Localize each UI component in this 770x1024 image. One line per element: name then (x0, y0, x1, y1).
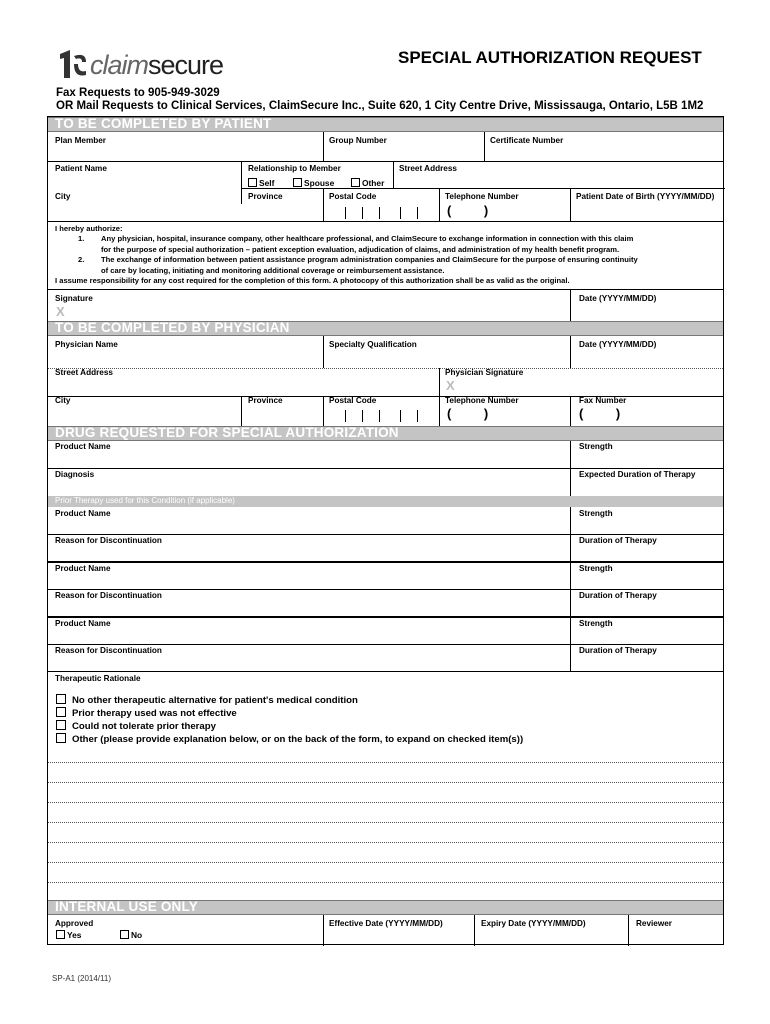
drug-section-header (48, 426, 723, 441)
rationale-not-effective-checkbox[interactable]: Prior therapy used was not effective (56, 707, 237, 719)
postal-code-field[interactable]: Postal Code (329, 192, 377, 201)
prior-2-duration-field[interactable]: Duration of Therapy (579, 591, 657, 600)
prior-3-product-name-field[interactable]: Product Name (55, 619, 111, 628)
prior-3-duration-field[interactable]: Duration of Therapy (579, 646, 657, 655)
fax-instructions: Fax Requests to 905-949-3029 (56, 87, 220, 99)
prior-1-reason-field[interactable]: Reason for Discontinuation (55, 536, 162, 545)
expiry-date-field[interactable]: Expiry Date (YYYY/MM/DD) (481, 919, 586, 928)
prior-therapy-header (48, 496, 723, 507)
internal-section-header (48, 900, 723, 915)
prior-2-product-name-field[interactable]: Product Name (55, 564, 111, 573)
specialty-qualification-field[interactable]: Specialty Qualification (329, 340, 417, 349)
group-number-field[interactable]: Group Number (329, 136, 387, 145)
prior-1-duration-field[interactable]: Duration of Therapy (579, 536, 657, 545)
physician-name-field[interactable]: Physician Name (55, 340, 118, 349)
authorization-form (47, 116, 724, 945)
patient-section-title: TO BE COMPLETED BY PATIENT (55, 116, 272, 131)
authorization-item-2-number: 2. (78, 255, 85, 264)
prior-3-reason-field[interactable]: Reason for Discontinuation (55, 646, 162, 655)
physician-date-field[interactable]: Date (YYYY/MM/DD) (579, 340, 657, 349)
city-field[interactable]: City (55, 192, 71, 201)
authorization-item-1-line-2: for the purpose of special authorization – patient exception evaluation, adjudication of claims, and administration of my health benefit program. (101, 244, 620, 254)
fax-area-code-parentheses: ( ) (579, 406, 621, 421)
physician-city-field[interactable]: City (55, 396, 71, 405)
diagnosis-field[interactable]: Diagnosis (55, 470, 95, 479)
reviewer-field[interactable]: Reviewer (636, 919, 672, 928)
authorization-item-2-line-2: of care by locating, initiating and monitoring additional coverage or reimbursement assistance. (101, 265, 445, 275)
signature-mark: X (56, 304, 65, 319)
patient-signature-field[interactable]: Signature (55, 294, 93, 303)
physician-signature-mark: X (446, 378, 455, 393)
checkbox-icon (56, 733, 66, 743)
relationship-self-checkbox[interactable]: Self (248, 178, 274, 188)
prior-therapy-title: Prior Therapy used for this Condition (if applicable) (55, 496, 235, 505)
province-field[interactable]: Province (248, 192, 283, 201)
checkbox-icon (56, 720, 66, 730)
checkbox-icon (351, 178, 360, 187)
drug-section-title: DRUG REQUESTED FOR SPECIAL AUTHORIZATION (55, 425, 399, 440)
area-code-parentheses: ( ) (447, 203, 489, 218)
form-code: SP-A1 (2014/11) (52, 974, 111, 983)
approved-no-checkbox[interactable]: No (120, 930, 142, 940)
patient-section-header (48, 117, 723, 132)
prior-1-strength-field[interactable]: Strength (579, 509, 613, 518)
physician-fax-field[interactable]: Fax Number (579, 396, 627, 405)
effective-date-field[interactable]: Effective Date (YYYY/MM/DD) (329, 919, 443, 928)
authorization-closing: I assume responsibility for any cost required for the completion of this form. A photocopy of this authorization shall be as valid as the original. (55, 276, 570, 285)
drug-strength-field[interactable]: Strength (579, 442, 613, 451)
prior-2-reason-field[interactable]: Reason for Discontinuation (55, 591, 162, 600)
physician-section-header (48, 321, 723, 336)
internal-section-title: INTERNAL USE ONLY (55, 899, 198, 914)
expected-duration-field[interactable]: Expected Duration of Therapy (579, 470, 696, 479)
rationale-not-tolerated-checkbox[interactable]: Could not tolerate prior therapy (56, 720, 216, 732)
relationship-label: Relationship to Member (248, 164, 341, 173)
phone-area-code-parentheses: ( ) (447, 406, 489, 421)
checkbox-icon (248, 178, 257, 187)
physician-province-field[interactable]: Province (248, 396, 283, 405)
drug-product-name-field[interactable]: Product Name (55, 442, 111, 451)
claimsecure-logo (58, 46, 228, 84)
authorization-item-1-line-1: Any physician, hospital, insurance company, other healthcare professional, and ClaimSecure to exchange information in connection with this claim (101, 234, 634, 243)
logo-text-secure: secure (148, 50, 224, 80)
authorization-item-1-number: 1. (78, 234, 85, 243)
mail-instructions: OR Mail Requests to Clinical Services, ClaimSecure Inc., Suite 620, 1 City Centre Drive, Mississauga, Ontario, L5B 1M2 (56, 100, 704, 112)
logo-text-claim: claim (90, 50, 149, 80)
checkbox-icon (120, 930, 129, 939)
checkbox-icon (293, 178, 302, 187)
prior-3-strength-field[interactable]: Strength (579, 619, 613, 628)
approved-label: Approved (55, 919, 94, 928)
patient-date-field[interactable]: Date (YYYY/MM/DD) (579, 294, 657, 303)
physician-telephone-field[interactable]: Telephone Number (445, 396, 519, 405)
street-address-field[interactable]: Street Address (399, 164, 457, 173)
date-of-birth-field[interactable]: Patient Date of Birth (YYYY/MM/DD) (576, 192, 715, 201)
physician-postal-code-field[interactable]: Postal Code (329, 396, 377, 405)
checkbox-icon (56, 694, 66, 704)
approved-yes-checkbox[interactable]: Yes (56, 930, 81, 940)
certificate-number-field[interactable]: Certificate Number (490, 136, 564, 145)
claimsecure-logo-icon (58, 48, 88, 80)
form-title: SPECIAL AUTHORIZATION REQUEST (398, 48, 702, 67)
checkbox-icon (56, 707, 66, 717)
physician-signature-field[interactable]: Physician Signature (445, 368, 524, 377)
rationale-no-alternative-checkbox[interactable]: No other therapeutic alternative for patient's medical condition (56, 694, 358, 706)
physician-section-title: TO BE COMPLETED BY PHYSICIAN (55, 320, 290, 335)
physician-street-address-field[interactable]: Street Address (55, 368, 113, 377)
prior-2-strength-field[interactable]: Strength (579, 564, 613, 573)
relationship-spouse-checkbox[interactable]: Spouse (293, 178, 334, 188)
prior-1-product-name-field[interactable]: Product Name (55, 509, 111, 518)
authorization-intro: I hereby authorize: (55, 224, 123, 233)
therapeutic-rationale-label: Therapeutic Rationale (55, 674, 141, 683)
authorization-item-2-line-1: The exchange of information between patient assistance program administration companies and ClaimSecure for the purpose of ensuring continuity (101, 255, 638, 264)
plan-member-field[interactable]: Plan Member (55, 136, 106, 145)
patient-name-field[interactable]: Patient Name (55, 164, 107, 173)
relationship-other-checkbox[interactable]: Other (351, 178, 384, 188)
checkbox-icon (56, 930, 65, 939)
telephone-field[interactable]: Telephone Number (445, 192, 519, 201)
rationale-other-checkbox[interactable]: Other (please provide explanation below, or on the back of the form, to expand on checked item(s)) (56, 733, 523, 745)
